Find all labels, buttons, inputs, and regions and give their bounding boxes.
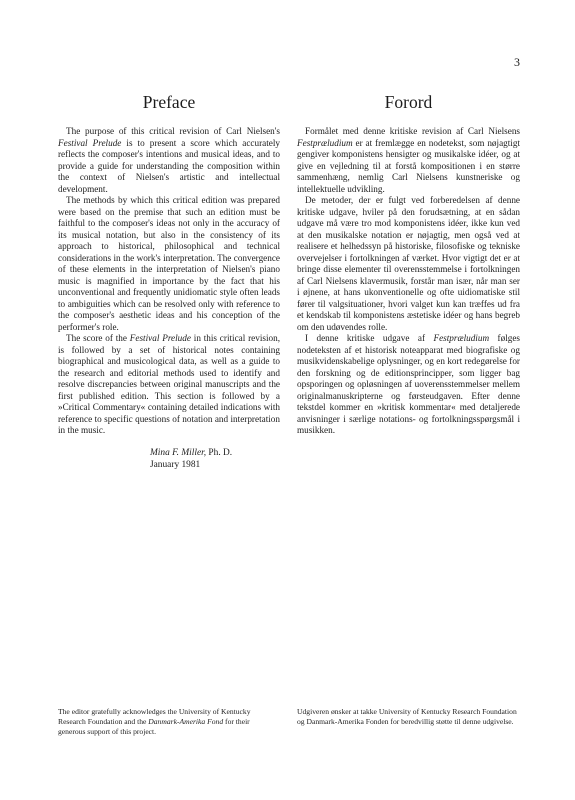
forord-paragraph-3 (297, 333, 520, 437)
forord-p3-work-title: Festpræludium (433, 333, 490, 343)
signature-block (150, 447, 280, 471)
forord-paragraph-1 (297, 126, 520, 195)
forord-paragraph-2: De metoder, der er fulgt ved forberedelsen af denne kritiske udgave, hviler på den forudsætning, at en sådan udgave må være tro mod komponistens idéer, ikke kun ved at den musikalske notation er nøjagtig, men også ved at realisere et helhedssyn på historiske, filosofiske og tekniske overvejelser i fortolkningen af værket. Hvor vigtigt det er at bringe disse elementer til overensstemmelse i fortolkningen af Carl Nielsens klavermusik, forstår man især, når man ser i øjnene, at hans ukonventionelle og ofte uidiomatiske stil fører til valgsituationer, hvori valget kun kan træffes ud fra et kendskab til komponistens æstetiske idéer og hans begreb om den udøvendes rolle. (297, 195, 520, 332)
preface-paragraph-1 (58, 126, 280, 195)
preface-paragraph-3 (58, 333, 280, 437)
preface-p1-work-title: Festival Prelude (58, 137, 122, 148)
preface-p1-text-start: The purpose of this critical revision of Carl Nielsen's (66, 126, 280, 136)
forord-p1-text-end: er at fremlægge en nodetekst, som nøjagtigt gengiver komponistens hensigter og musikalske idéer, og at give en vejledning til at forstå kompositionen i en større sammenhæng, nemlig Carl Nielsens kunstneriske og intellektuelle udvikling. (297, 137, 520, 194)
preface-heading: Preface (142, 92, 196, 112)
preface-p3-text-end: in this critical revision, is followed by a set of historical notes containing biographical and musicological data, as well as a guide to the research and editorial methods used to identify and resolve discrepancies between original manuscripts and the first published edition. This section is followed by a »Critical Commentary« containing detailed indications with reference to specific questions of notation and interpretation in the music. (58, 333, 281, 435)
footnote-english (58, 707, 273, 737)
footnote-en-text-start: The editor gratefully acknowledges the University of Kentucky Research Foundation and the (58, 707, 251, 726)
preface-p3-work-title: Festival Prelude (129, 333, 191, 343)
forord-p3-text-start: I denne kritiske udgave af (305, 333, 434, 343)
forord-p1-text-start: Formålet med denne kritiske revision af Carl Nielsens (305, 126, 520, 136)
signature-name: Mina F. Miller, (150, 447, 207, 458)
signature-name-line (150, 447, 280, 459)
signature-date: January 1981 (150, 459, 201, 470)
preface-paragraph-2: The methods by which this critical edition was prepared were based on the premise that such an edition must be faithful to the composer's ideas not only in the accuracy of its musical notation, but also in the consistency of its approach to historical, philosophical and technical considerations in the work's interpretation. The convergence of these elements in the interpretation of Nielsen's piano music is magnified in importance by the fact that his unconventional and frequently unidiomatic style often leads to ambiguities which can be resolved only with reference to the composer's aesthetic ideas and his conception of the performer's role. (58, 195, 280, 332)
forord-p1-work-title: Festpræludium (297, 137, 353, 148)
footnote-en-fund-name: Danmark-Amerika Fond (148, 717, 224, 726)
forord-p3-text-end: følges nodeteksten af et historisk noteapparat med biografiske og musikvidenskabelige oplysninger, og en kort redegørelse for den forskning og de editionsprincipper, som ligger bag opsporingen og opløsningen af uoverensstemmelser mellem originalmanuskripterne og førsteudgaven. Efter denne tekstdel kommer en »kritisk kommentar« med detaljerede anvisninger i særlige notations- og fortolkningsspørgsmål i musikken. (297, 333, 520, 435)
forord-column-danish (297, 92, 520, 437)
footnote-danish: Udgiveren ønsker at takke University of Kentucky Research Foundation og Danmark-Amerika Fonden for beredvillig støtte til denne udgivelse. (297, 707, 517, 726)
preface-p3-text-start: The score of the (66, 333, 130, 343)
preface-p1-text-end: is to present a score which accurately reflects the composer's intentions and musical ideas, and to provide a guide for understanding the composition within the context of Nielsen's artistic and intellectual development. (58, 137, 281, 194)
preface-column-english (58, 92, 280, 471)
signature-degree: Ph. D. (206, 447, 233, 458)
page-number: 3 (514, 55, 520, 69)
forord-heading: Forord (384, 92, 433, 112)
footnote-en-text-end: for their generous support of this project. (58, 717, 250, 736)
